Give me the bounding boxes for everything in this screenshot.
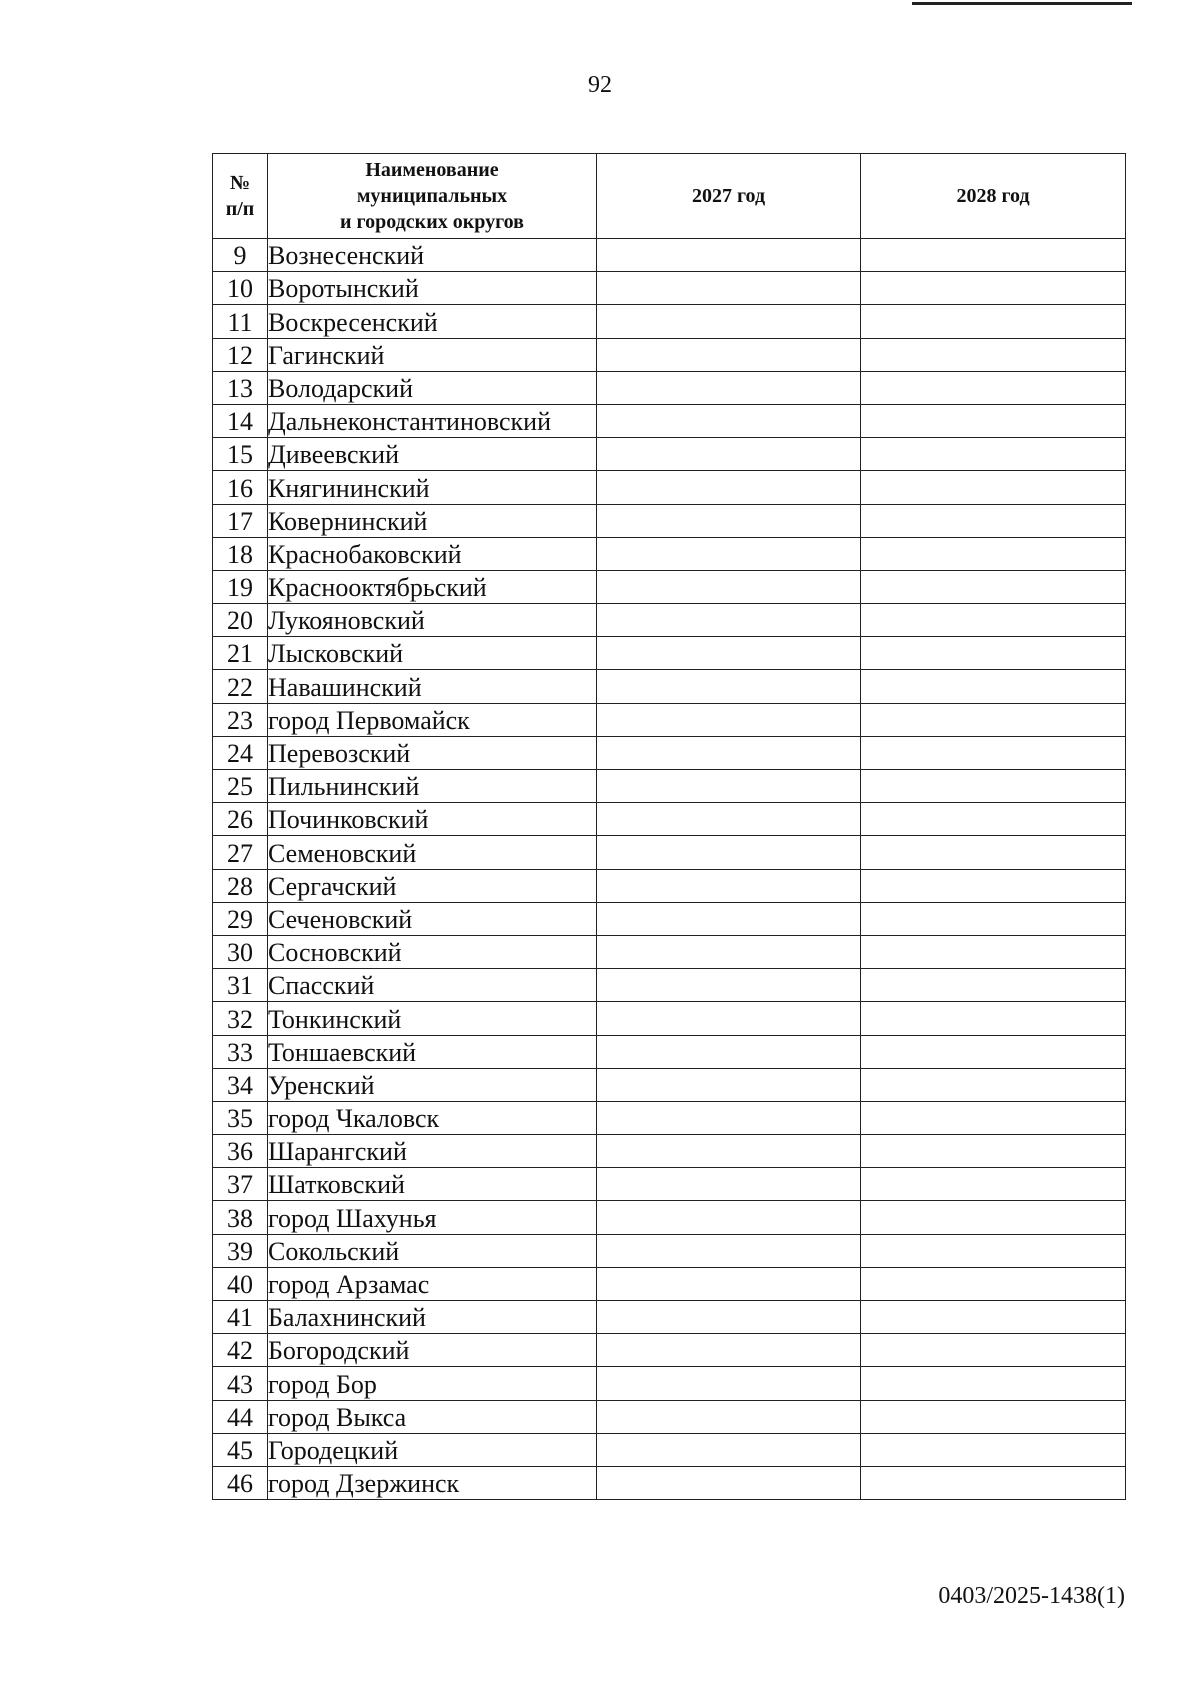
district-name-cell: Воскресенский — [268, 305, 597, 338]
table-row — [213, 1101, 1126, 1134]
value-2027-cell — [597, 902, 861, 935]
row-number-cell: 42 — [213, 1334, 268, 1367]
district-name-cell: Княгининский — [268, 471, 597, 504]
row-number-cell: 13 — [213, 371, 268, 404]
table-row — [213, 1433, 1126, 1466]
value-2027-cell — [597, 1367, 861, 1400]
district-name-cell: Семеновский — [268, 836, 597, 869]
row-number-cell: 26 — [213, 803, 268, 836]
row-number-cell: 19 — [213, 570, 268, 603]
district-name-cell: Воротынский — [268, 272, 597, 305]
table-row — [213, 404, 1126, 437]
table-row — [213, 637, 1126, 670]
value-2027-cell — [597, 803, 861, 836]
value-2028-cell — [861, 836, 1126, 869]
district-name-cell: Сеченовский — [268, 902, 597, 935]
value-2028-cell — [861, 1400, 1126, 1433]
value-2027-cell — [597, 1168, 861, 1201]
value-2028-cell — [861, 570, 1126, 603]
document-code: 0403/2025-1438(1) — [938, 1583, 1125, 1609]
value-2028-cell — [861, 1334, 1126, 1367]
table-row — [213, 1002, 1126, 1035]
row-number-cell: 30 — [213, 935, 268, 968]
value-2027-cell — [597, 869, 861, 902]
district-name-cell: Спасский — [268, 969, 597, 1002]
row-number-cell: 12 — [213, 338, 268, 371]
row-number-cell: 28 — [213, 869, 268, 902]
district-name-cell: Навашинский — [268, 670, 597, 703]
value-2028-cell — [861, 736, 1126, 769]
value-2028-cell — [861, 404, 1126, 437]
table-row — [213, 1367, 1126, 1400]
row-number-cell: 39 — [213, 1234, 268, 1267]
district-name-cell: Тоншаевский — [268, 1035, 597, 1068]
value-2027-cell — [597, 770, 861, 803]
value-2028-cell — [861, 371, 1126, 404]
table-row — [213, 371, 1126, 404]
table-header-row — [213, 154, 1126, 239]
district-name-cell: Уренский — [268, 1068, 597, 1101]
value-2028-cell — [861, 537, 1126, 570]
value-2027-cell — [597, 1201, 861, 1234]
value-2027-cell — [597, 404, 861, 437]
value-2027-cell — [597, 604, 861, 637]
value-2028-cell — [861, 670, 1126, 703]
row-number-cell: 34 — [213, 1068, 268, 1101]
row-number-cell: 9 — [213, 239, 268, 272]
value-2028-cell — [861, 1267, 1126, 1300]
table-row — [213, 305, 1126, 338]
row-number-cell: 40 — [213, 1267, 268, 1300]
district-name-cell: город Чкаловск — [268, 1101, 597, 1134]
row-number-cell: 10 — [213, 272, 268, 305]
table-row — [213, 770, 1126, 803]
district-name-cell: город Выкса — [268, 1400, 597, 1433]
district-name-cell: Сергачский — [268, 869, 597, 902]
district-name-cell: Балахнинский — [268, 1301, 597, 1334]
header-num — [213, 154, 268, 239]
value-2028-cell — [861, 935, 1126, 968]
row-number-cell: 38 — [213, 1201, 268, 1234]
row-number-cell: 41 — [213, 1301, 268, 1334]
value-2028-cell — [861, 902, 1126, 935]
table-row — [213, 1068, 1126, 1101]
value-2027-cell — [597, 239, 861, 272]
value-2027-cell — [597, 1234, 861, 1267]
value-2028-cell — [861, 1367, 1126, 1400]
row-number-cell: 25 — [213, 770, 268, 803]
value-2027-cell — [597, 1135, 861, 1168]
value-2028-cell — [861, 272, 1126, 305]
value-2027-cell — [597, 272, 861, 305]
row-number-cell: 36 — [213, 1135, 268, 1168]
value-2028-cell — [861, 1466, 1126, 1499]
district-name-cell: город Шахунья — [268, 1201, 597, 1234]
value-2027-cell — [597, 969, 861, 1002]
value-2028-cell — [861, 338, 1126, 371]
table-row — [213, 471, 1126, 504]
row-number-cell: 24 — [213, 736, 268, 769]
district-name-cell: город Бор — [268, 1367, 597, 1400]
row-number-cell: 32 — [213, 1002, 268, 1035]
value-2028-cell — [861, 504, 1126, 537]
table-row — [213, 736, 1126, 769]
header-2028: 2028 год — [861, 154, 1126, 239]
value-2027-cell — [597, 1068, 861, 1101]
value-2028-cell — [861, 1068, 1126, 1101]
value-2027-cell — [597, 371, 861, 404]
value-2027-cell — [597, 471, 861, 504]
value-2027-cell — [597, 736, 861, 769]
district-name-cell: Вознесенский — [268, 239, 597, 272]
value-2028-cell — [861, 604, 1126, 637]
district-name-cell: Дивеевский — [268, 438, 597, 471]
value-2028-cell — [861, 637, 1126, 670]
row-number-cell: 22 — [213, 670, 268, 703]
district-name-cell: Ковернинский — [268, 504, 597, 537]
table-row — [213, 1400, 1126, 1433]
value-2027-cell — [597, 1433, 861, 1466]
value-2027-cell — [597, 1301, 861, 1334]
value-2027-cell — [597, 703, 861, 736]
value-2028-cell — [861, 1101, 1126, 1134]
row-number-cell: 18 — [213, 537, 268, 570]
value-2028-cell — [861, 1035, 1126, 1068]
table-row — [213, 438, 1126, 471]
value-2028-cell — [861, 703, 1126, 736]
table-row — [213, 1035, 1126, 1068]
table-row — [213, 803, 1126, 836]
value-2027-cell — [597, 1101, 861, 1134]
district-name-cell: Гагинский — [268, 338, 597, 371]
district-name-cell: Тонкинский — [268, 1002, 597, 1035]
district-name-cell: Богородский — [268, 1334, 597, 1367]
table-row — [213, 570, 1126, 603]
value-2027-cell — [597, 1002, 861, 1035]
row-number-cell: 16 — [213, 471, 268, 504]
row-number-cell: 37 — [213, 1168, 268, 1201]
header-name-line: муниципальных — [356, 185, 508, 207]
district-name-cell: Краснобаковский — [268, 537, 597, 570]
value-2027-cell — [597, 305, 861, 338]
table-row — [213, 504, 1126, 537]
district-name-cell: город Дзержинск — [268, 1466, 597, 1499]
value-2028-cell — [861, 438, 1126, 471]
header-2027: 2027 год — [597, 154, 861, 239]
district-name-cell: Починковский — [268, 803, 597, 836]
district-name-cell: Краснооктябрьский — [268, 570, 597, 603]
row-number-cell: 43 — [213, 1367, 268, 1400]
value-2027-cell — [597, 438, 861, 471]
table-row — [213, 1466, 1126, 1499]
value-2028-cell — [861, 471, 1126, 504]
row-number-cell: 20 — [213, 604, 268, 637]
district-name-cell: город Арзамас — [268, 1267, 597, 1300]
value-2028-cell — [861, 1234, 1126, 1267]
row-number-cell: 23 — [213, 703, 268, 736]
value-2027-cell — [597, 338, 861, 371]
value-2027-cell — [597, 670, 861, 703]
district-name-cell: Шатковский — [268, 1168, 597, 1201]
value-2028-cell — [861, 1135, 1126, 1168]
row-number-cell: 46 — [213, 1466, 268, 1499]
row-number-cell: 14 — [213, 404, 268, 437]
table-row — [213, 902, 1126, 935]
district-name-cell: Пильнинский — [268, 770, 597, 803]
table-row — [213, 969, 1126, 1002]
header-name-line: и городских округов — [340, 211, 524, 233]
table-row — [213, 1334, 1126, 1367]
district-name-cell: город Первомайск — [268, 703, 597, 736]
value-2027-cell — [597, 1035, 861, 1068]
district-name-cell: Шарангский — [268, 1135, 597, 1168]
table-row — [213, 338, 1126, 371]
value-2028-cell — [861, 1201, 1126, 1234]
row-number-cell: 35 — [213, 1101, 268, 1134]
table-row — [213, 703, 1126, 736]
row-number-cell: 45 — [213, 1433, 268, 1466]
row-number-cell: 31 — [213, 969, 268, 1002]
header-num-line: п/п — [225, 198, 255, 220]
table-row — [213, 1168, 1126, 1201]
value-2028-cell — [861, 1433, 1126, 1466]
table-row — [213, 1201, 1126, 1234]
header-num-line: № — [229, 172, 251, 194]
top-rule — [912, 2, 1132, 5]
district-name-cell: Сокольский — [268, 1234, 597, 1267]
table-row — [213, 1135, 1126, 1168]
table-row — [213, 537, 1126, 570]
district-name-cell: Сосновский — [268, 935, 597, 968]
row-number-cell: 11 — [213, 305, 268, 338]
district-name-cell: Лукояновский — [268, 604, 597, 637]
table-row — [213, 869, 1126, 902]
row-number-cell: 17 — [213, 504, 268, 537]
table-row — [213, 1267, 1126, 1300]
table-row — [213, 1234, 1126, 1267]
table-row — [213, 239, 1126, 272]
table-row — [213, 935, 1126, 968]
value-2027-cell — [597, 537, 861, 570]
district-name-cell: Володарский — [268, 371, 597, 404]
value-2028-cell — [861, 1168, 1126, 1201]
district-name-cell: Дальнеконстантиновский — [268, 404, 597, 437]
row-number-cell: 33 — [213, 1035, 268, 1068]
value-2027-cell — [597, 1400, 861, 1433]
row-number-cell: 21 — [213, 637, 268, 670]
row-number-cell: 29 — [213, 902, 268, 935]
value-2028-cell — [861, 869, 1126, 902]
page-number: 92 — [588, 72, 612, 98]
value-2028-cell — [861, 1301, 1126, 1334]
row-number-cell: 15 — [213, 438, 268, 471]
value-2028-cell — [861, 1002, 1126, 1035]
table-row — [213, 836, 1126, 869]
district-name-cell: Перевозский — [268, 736, 597, 769]
table-row — [213, 670, 1126, 703]
value-2028-cell — [861, 803, 1126, 836]
district-name-cell: Лысковский — [268, 637, 597, 670]
district-name-cell: Городецкий — [268, 1433, 597, 1466]
municipal-districts-table — [212, 153, 1126, 1500]
value-2027-cell — [597, 570, 861, 603]
header-name-line: Наименование — [365, 159, 499, 181]
value-2028-cell — [861, 305, 1126, 338]
value-2027-cell — [597, 935, 861, 968]
value-2027-cell — [597, 1466, 861, 1499]
value-2027-cell — [597, 637, 861, 670]
value-2027-cell — [597, 1267, 861, 1300]
header-name — [268, 154, 597, 239]
row-number-cell: 44 — [213, 1400, 268, 1433]
value-2028-cell — [861, 770, 1126, 803]
table-row — [213, 604, 1126, 637]
value-2027-cell — [597, 1334, 861, 1367]
value-2028-cell — [861, 969, 1126, 1002]
row-number-cell: 27 — [213, 836, 268, 869]
value-2027-cell — [597, 504, 861, 537]
value-2027-cell — [597, 836, 861, 869]
value-2028-cell — [861, 239, 1126, 272]
table-row — [213, 1301, 1126, 1334]
table-row — [213, 272, 1126, 305]
